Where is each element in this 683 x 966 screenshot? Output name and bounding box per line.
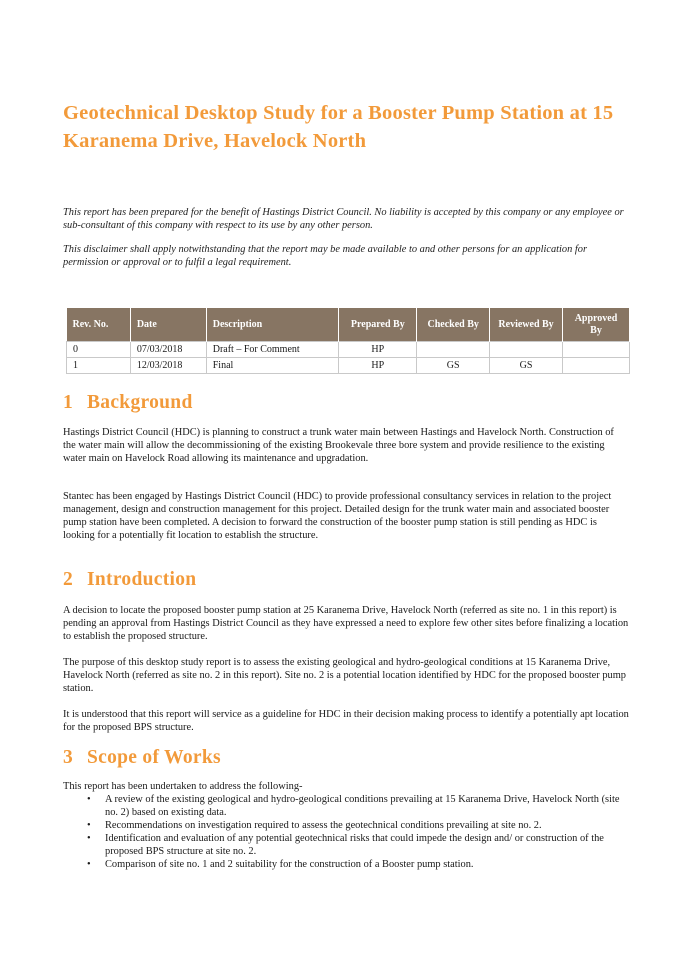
revision-table-header-row <box>67 308 630 342</box>
background-paragraph: Stantec has been engaged by Hastings District Council (HDC) to provide professional consultancy services in relation to the project management, design and construction management for this project. Detailed design for the trunk water main and associated booster pump station have been completed. A decision to forward the construction of the booster pump station is still pending as HDC is looking for a potentially fit location to establish the structure. <box>63 491 612 541</box>
list-item-text: Recommendations on investigation required to assess the geotechnical conditions prevailing at site no. 2. <box>105 820 542 831</box>
section-number: 1 <box>63 392 74 413</box>
revision-table <box>66 308 630 374</box>
bullet-icon: • <box>87 820 91 831</box>
header-prepared-by: Prepared By <box>339 308 417 342</box>
introduction-paragraph: It is understood that this report will service as a guideline for HDC in their decision making process to identify a potentially apt location for the proposed BPS structure. <box>63 709 629 733</box>
scope-intro: This report has been undertaken to address the following- <box>63 781 303 792</box>
list-item-text: Identification and evaluation of any potential geotechnical risks that could impede the design and/ or construction of the proposed BPS structure at site no. 2. <box>105 833 604 857</box>
section-title: Scope of Works <box>87 747 221 768</box>
section-title: Background <box>87 392 193 413</box>
table-row <box>67 358 630 374</box>
cell-date: 07/03/2018 <box>130 342 206 358</box>
background-paragraph: Hastings District Council (HDC) is planning to construct a trunk water main between Hastings and Havelock North. Construction of the water main will allow the decommissioning of the existing Brookevale three bore system and provide resilience to the existing water main on Havelock Road allowing its maintenance and upgradation. <box>63 427 614 464</box>
header-checked-by: Checked By <box>417 308 490 342</box>
cell-approved-by <box>563 342 630 358</box>
list-item <box>63 793 629 819</box>
document-title: Geotechnical Desktop Study for a Booster Pump Station at 15 Karanema Drive, Havelock North <box>63 102 614 152</box>
list-item-text: A review of the existing geological and hydro-geological conditions prevailing at 15 Karanema Drive, Havelock North (site no. 2) based on existing data. <box>105 794 620 818</box>
list-item <box>63 832 629 858</box>
list-item <box>63 819 629 832</box>
cell-description: Final <box>206 358 339 374</box>
cell-checked-by: GS <box>417 358 490 374</box>
cell-rev-no: 1 <box>67 358 131 374</box>
header-reviewed-by: Reviewed By <box>490 308 563 342</box>
bullet-icon: • <box>87 859 91 870</box>
header-description: Description <box>206 308 339 342</box>
cell-reviewed-by <box>490 342 563 358</box>
disclaimer-paragraph: This disclaimer shall apply notwithstanding that the report may be made available to and other persons for an application for permission or approval or to fulfil a legal requirement. <box>63 244 588 268</box>
introduction-paragraph: A decision to locate the proposed booster pump station at 25 Karanema Drive, Havelock North (referred as site no. 1 in this report) is pending an approval from Hastings District Council as they have expressed a need to explore few other sites before finalizing a location to establish the proposed structure. <box>63 605 629 642</box>
table-row <box>67 342 630 358</box>
cell-date: 12/03/2018 <box>130 358 206 374</box>
cell-checked-by <box>417 342 490 358</box>
cell-description: Draft – For Comment <box>206 342 339 358</box>
cell-reviewed-by: GS <box>490 358 563 374</box>
header-rev-no: Rev. No. <box>67 308 131 342</box>
section-heading-scope <box>63 746 221 770</box>
cell-prepared-by: HP <box>339 358 417 374</box>
list-item-text: Comparison of site no. 1 and 2 suitability for the construction of a Booster pump station. <box>105 859 474 870</box>
section-number: 2 <box>63 569 74 590</box>
section-heading-introduction <box>63 568 196 592</box>
bullet-icon: • <box>87 833 91 844</box>
cell-rev-no: 0 <box>67 342 131 358</box>
bullet-icon: • <box>87 794 91 805</box>
introduction-paragraph: The purpose of this desktop study report is to assess the existing geological and hydro-geological conditions at 15 Karanema Drive, Havelock North (referred as site no. 2 in this report). Site no. 2 is a potential location identified by HDC for the proposed booster pump station. <box>63 657 626 694</box>
disclaimer-paragraph: This report has been prepared for the benefit of Hastings District Council. No liability is accepted by this company or any employee or sub-consultant of this company with respect to its use by any other person. <box>63 207 624 231</box>
header-date: Date <box>130 308 206 342</box>
section-heading-background <box>63 391 193 415</box>
scope-list <box>63 793 629 871</box>
section-title: Introduction <box>87 569 197 590</box>
header-approved-by: Approved By <box>563 308 630 342</box>
list-item <box>63 858 629 871</box>
cell-prepared-by: HP <box>339 342 417 358</box>
cell-approved-by <box>563 358 630 374</box>
section-number: 3 <box>63 747 74 768</box>
